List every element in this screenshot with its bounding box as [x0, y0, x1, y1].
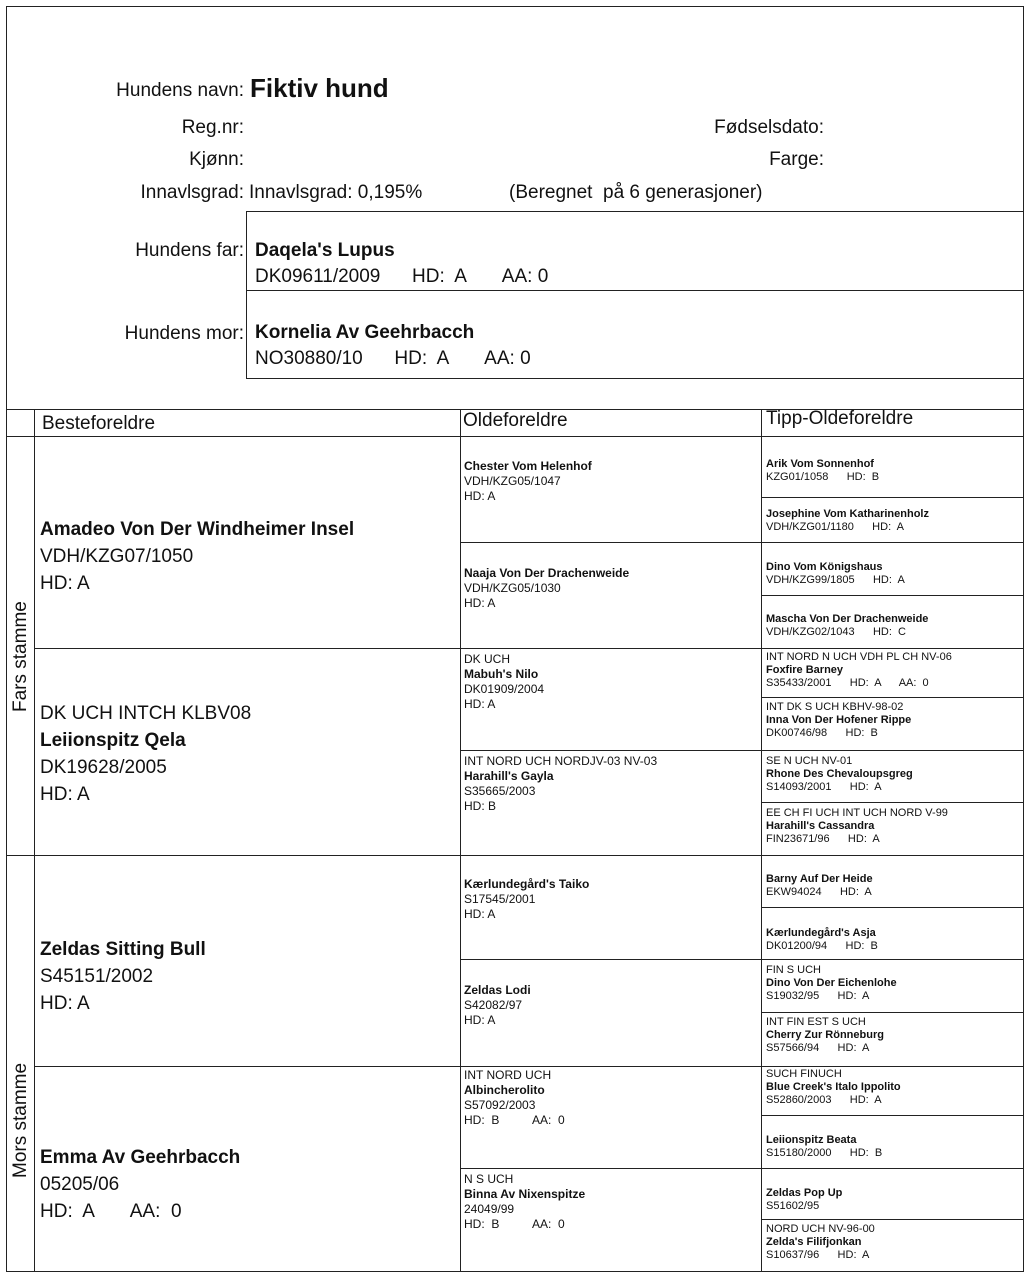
- birthdate-label: Fødselsdato:: [714, 117, 824, 138]
- ggp-hd: HD: B AA: 0: [464, 1217, 565, 1231]
- mother-side-label: Mors stamme: [10, 1062, 31, 1178]
- ggp-hd: HD: A: [464, 489, 496, 503]
- name-label: Hundens navn:: [116, 80, 244, 101]
- great-grandparent-entry: [464, 1172, 585, 1232]
- ggp-reg: S57092/2003: [464, 1098, 536, 1112]
- gggp-reg: S14093/2001 HD: A: [766, 781, 882, 793]
- gggp-reg: S52860/2003 HD: A: [766, 1094, 882, 1106]
- gggp-reg: EKW94024 HD: A: [766, 886, 872, 898]
- ggp-name: Zeldas Lodi: [464, 983, 531, 997]
- ggp-divider: [460, 959, 1024, 960]
- ggp-title: DK UCH: [464, 652, 511, 666]
- inbreeding-note: (Beregnet på 6 generasjoner): [509, 182, 763, 203]
- great-grandparent-entry: [464, 566, 629, 611]
- gggp-entry: [766, 807, 948, 846]
- column-header-line: [6, 436, 1024, 437]
- gggp-title: NORD UCH NV-96-00: [766, 1223, 875, 1235]
- gggp-title: SUCH FINUCH: [766, 1068, 842, 1080]
- gggp-name: Cherry Zur Rönneburg: [766, 1029, 884, 1041]
- grandparent-name: Amadeo Von Der Windheimer Insel: [40, 519, 355, 540]
- grandparent-reg: VDH/KZG07/1050: [40, 546, 194, 567]
- gggp-entry: [766, 964, 897, 1003]
- gggp-entry: [766, 1187, 842, 1213]
- gggp-name: Leiionspitz Beata: [766, 1134, 857, 1146]
- gggp-reg: S10637/96 HD: A: [766, 1249, 870, 1261]
- reg-label: Reg.nr:: [181, 117, 244, 138]
- gggp-entry: [766, 613, 928, 639]
- gggp-reg: DK00746/98 HD: B: [766, 727, 878, 739]
- gggp-name: Josephine Vom Katharinenholz: [766, 508, 929, 520]
- gggp-name: Zelda's Filifjonkan: [766, 1236, 862, 1248]
- ggp-name: Kærlundegård's Taiko: [464, 877, 590, 891]
- ggp-name: Naaja Von Der Drachenweide: [464, 566, 630, 580]
- grandparent-reg: S45151/2002: [40, 966, 154, 987]
- gggp-divider: [761, 907, 1024, 908]
- gggp-name: Dino Vom Königshaus: [766, 561, 883, 573]
- gggp-name: Blue Creek's Italo Ippolito: [766, 1081, 901, 1093]
- grandparent-entry: [40, 936, 206, 1017]
- ggp-reg: S17545/2001: [464, 892, 536, 906]
- gggp-reg: S15180/2000 HD: B: [766, 1147, 883, 1159]
- gggp-title: INT FIN EST S UCH: [766, 1016, 866, 1028]
- gggp-reg: S51602/95: [766, 1200, 820, 1212]
- gggp-name: Inna Von Der Hofener Rippe: [766, 714, 912, 726]
- grandparent-entry: [40, 516, 354, 597]
- gggp-reg: FIN23671/96 HD: A: [766, 833, 880, 845]
- ggp-title: N S UCH: [464, 1172, 514, 1186]
- gggp-reg: S57566/94 HD: A: [766, 1042, 870, 1054]
- gggp-reg: VDH/KZG02/1043 HD: C: [766, 626, 906, 638]
- gggp-divider: [761, 1012, 1024, 1013]
- sex-label: Kjønn:: [189, 149, 244, 170]
- father-side-label: Fars stamme: [10, 601, 31, 712]
- gggp-divider: [761, 1115, 1024, 1116]
- ggp-reg: VDH/KZG05/1047: [464, 474, 561, 488]
- grandparent-name: Emma Av Geehrbacch: [40, 1147, 241, 1168]
- gggp-title: INT NORD N UCH VDH PL CH NV-06: [766, 651, 952, 663]
- grandparent-hd: HD: A: [40, 993, 90, 1014]
- color-label: Farge:: [769, 149, 824, 170]
- ggp-name: Albincherolito: [464, 1083, 545, 1097]
- grandparent-hd: HD: A: [40, 573, 90, 594]
- great-grandparent-entry: [464, 459, 592, 504]
- gggp-entry: [766, 873, 873, 899]
- gggp-title: FIN S UCH: [766, 964, 821, 976]
- gp-divider-1: [34, 648, 1024, 649]
- gggp-entry: [766, 1016, 884, 1055]
- inbreeding-label: Innavlsgrad:: [140, 182, 244, 203]
- gggp-entry: [766, 1068, 901, 1107]
- gggp-reg: VDH/KZG01/1180 HD: A: [766, 521, 904, 533]
- gp-divider-3: [34, 1066, 1024, 1067]
- great-grandparent-entry: [464, 652, 544, 712]
- father-label: Hundens far:: [135, 240, 244, 261]
- gggp-entry: [766, 755, 913, 794]
- grandparent-name: Leiionspitz Qela: [40, 730, 186, 751]
- ggp-divider: [460, 750, 1024, 751]
- side-divider: [6, 855, 1024, 856]
- great-grandparent-entry: [464, 983, 531, 1028]
- gggp-divider: [761, 595, 1024, 596]
- ggp-title: INT NORD UCH: [464, 1068, 552, 1082]
- grandparent-name: Zeldas Sitting Bull: [40, 939, 206, 960]
- gggp-reg: KZG01/1058 HD: B: [766, 471, 880, 483]
- gggp-title: SE N UCH NV-01: [766, 755, 853, 767]
- gggp-name: Barny Auf Der Heide: [766, 873, 873, 885]
- ggp-hd: HD: B: [464, 799, 497, 813]
- grandparent-reg: DK19628/2005: [40, 757, 167, 778]
- grandparent-entry: [40, 700, 251, 808]
- gggp-name: Foxfire Barney: [766, 664, 844, 676]
- gggp-name: Dino Von Der Eichenlohe: [766, 977, 897, 989]
- grandparent-entry: [40, 1144, 240, 1225]
- gggp-entry: [766, 701, 911, 740]
- ggp-name: Chester Vom Helenhof: [464, 459, 592, 473]
- ggp-divider: [460, 1168, 1024, 1169]
- ggp-hd: HD: B AA: 0: [464, 1113, 565, 1127]
- father-details: DK09611/2009 HD: A AA: 0: [255, 266, 549, 287]
- dog-name: Fiktiv hund: [250, 73, 389, 103]
- gggp-name: Arik Vom Sonnenhof: [766, 458, 874, 470]
- mother-details: NO30880/10 HD: A AA: 0: [255, 348, 531, 369]
- grandparent-hd: HD: A: [40, 784, 90, 805]
- gggp-divider: [761, 497, 1024, 498]
- parents-divider: [246, 290, 1024, 291]
- grandparent-hd: HD: A AA: 0: [40, 1201, 182, 1222]
- father-name: Daqela's Lupus: [255, 240, 395, 261]
- ggp-column-line: [460, 409, 461, 1272]
- gggp-entry: [766, 651, 952, 690]
- inbreeding-value: Innavlsgrad: 0,195%: [249, 182, 423, 203]
- mother-label: Hundens mor:: [124, 323, 244, 344]
- ggp-name: Mabuh's Nilo: [464, 667, 539, 681]
- col-grandparents: Besteforeldre: [42, 413, 156, 434]
- ggp-reg: DK01909/2004: [464, 682, 545, 696]
- gggp-entry: [766, 1134, 882, 1160]
- gggp-title: INT DK S UCH KBHV-98-02: [766, 701, 904, 713]
- ggp-hd: HD: A: [464, 907, 496, 921]
- gggp-name: Harahill's Cassandra: [766, 820, 875, 832]
- ggp-hd: HD: A: [464, 697, 496, 711]
- gggp-name: Mascha Von Der Drachenweide: [766, 613, 929, 625]
- col-great-great-grandparents: Tipp-Oldeforeldre: [766, 408, 914, 429]
- col-great-grandparents: Oldeforeldre: [463, 410, 568, 431]
- gggp-entry: [766, 927, 878, 953]
- great-grandparent-entry: [464, 754, 657, 814]
- gggp-divider: [761, 802, 1024, 803]
- gggp-name: Zeldas Pop Up: [766, 1187, 843, 1199]
- gggp-title: EE CH FI UCH INT UCH NORD V-99: [766, 807, 948, 819]
- grandparent-title: DK UCH INTCH KLBV08: [40, 703, 252, 724]
- gggp-divider: [761, 1219, 1024, 1220]
- gggp-reg: S19032/95 HD: A: [766, 990, 870, 1002]
- ggp-name: Binna Av Nixenspitze: [464, 1187, 586, 1201]
- ggp-reg: 24049/99: [464, 1202, 515, 1216]
- gggp-name: Rhone Des Chevaloupsgreg: [766, 768, 913, 780]
- side-column-line: [34, 409, 35, 1272]
- gggp-entry: [766, 458, 879, 484]
- mother-name: Kornelia Av Geehrbacch: [255, 322, 475, 343]
- ggp-title: INT NORD UCH NORDJV-03 NV-03: [464, 754, 658, 768]
- gggp-entry: [766, 561, 905, 587]
- great-grandparent-entry: [464, 877, 589, 922]
- gggp-name: Kærlundegård's Asja: [766, 927, 876, 939]
- gggp-reg: VDH/KZG99/1805 HD: A: [766, 574, 905, 586]
- ggp-hd: HD: A: [464, 596, 496, 610]
- gggp-entry: [766, 1223, 875, 1262]
- ggp-reg: VDH/KZG05/1030: [464, 581, 561, 595]
- ggp-divider: [460, 542, 1024, 543]
- grandparent-reg: 05205/06: [40, 1174, 120, 1195]
- ggp-reg: S42082/97: [464, 998, 523, 1012]
- great-grandparent-entry: [464, 1068, 565, 1128]
- gggp-reg: S35433/2001 HD: A AA: 0: [766, 677, 929, 689]
- ggp-name: Harahill's Gayla: [464, 769, 554, 783]
- gggp-divider: [761, 697, 1024, 698]
- ggp-hd: HD: A: [464, 1013, 496, 1027]
- ggp-reg: S35665/2003: [464, 784, 536, 798]
- gggp-reg: DK01200/94 HD: B: [766, 940, 878, 952]
- gggp-column-line: [761, 409, 762, 1272]
- gggp-entry: [766, 508, 929, 534]
